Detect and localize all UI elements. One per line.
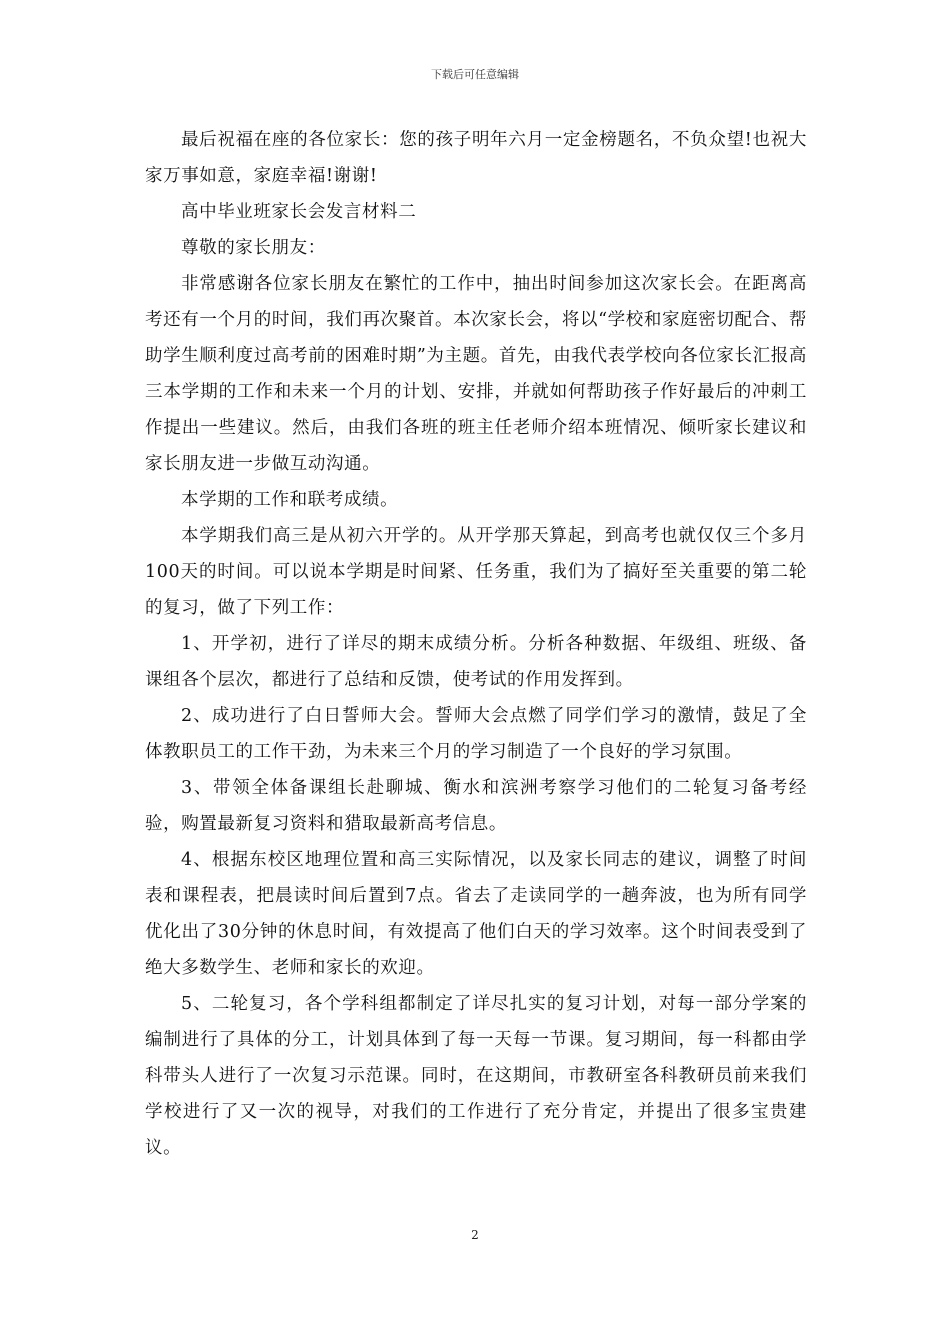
page-number: 2	[471, 1228, 479, 1242]
paragraph-item-4: 4、根据东校区地理位置和高三实际情况，以及家长同志的建议，调整了时间表和课程表，把晨读时间后置到7点。省去了走读同学的一趟奔波，也为所有同学优化出了30分钟的休息时间，有效提高了他们白天的学习效率。这个时间表受到了绝大多数学生、老师和家长的欢迎。	[145, 850, 807, 978]
paragraph-closing-wishes: 最后祝福在座的各位家长：您的孩子明年六月一定金榜题名，不负众望!也祝大家万事如意，家庭幸福!谢谢!	[145, 130, 807, 186]
paragraph-item-3: 3、带领全体备课组长赴聊城、衡水和滨洲考察学习他们的二轮复习备考经验，购置最新复习资料和猎取最新高考信息。	[145, 778, 807, 834]
paragraph-salutation: 尊敬的家长朋友：	[181, 238, 326, 258]
paragraph-item-2: 2、成功进行了白日誓师大会。誓师大会点燃了同学们学习的激情，鼓足了全体教职员工的工作干劲，为未来三个月的学习制造了一个良好的学习氛围。	[145, 706, 807, 762]
document-body	[145, 122, 807, 1166]
paragraph-semester-overview: 本学期我们高三是从初六开学的。从开学那天算起，到高考也就仅仅三个多月100天的时间。可以说本学期是时间紧、任务重，我们为了搞好至关重要的第二轮的复习，做了下列工作：	[145, 526, 807, 618]
paragraph-item-1: 1、开学初，进行了详尽的期末成绩分析。分析各种数据、年级组、班级、备课组各个层次，都进行了总结和反馈，使考试的作用发挥到。	[145, 634, 807, 690]
paragraph-section-title: 高中毕业班家长会发言材料二	[181, 202, 417, 222]
page-header: 下载后可任意编辑	[431, 68, 519, 81]
paragraph-introduction: 非常感谢各位家长朋友在繁忙的工作中，抽出时间参加这次家长会。在距离高考还有一个月的时间，我们再次聚首。本次家长会，将以“学校和家庭密切配合、帮助学生顺利度过高考前的困难时期”为主题。首先，由我代表学校向各位家长汇报高三本学期的工作和未来一个月的计划、安排，并就如何帮助孩子作好最后的冲刺工作提出一些建议。然后，由我们各班的班主任老师介绍本班情况、倾听家长建议和家长朋友进一步做互动沟通。	[145, 274, 807, 474]
paragraph-semester-heading: 本学期的工作和联考成绩。	[181, 490, 399, 510]
paragraph-item-5: 5、二轮复习，各个学科组都制定了详尽扎实的复习计划，对每一部分学案的编制进行了具体的分工，计划具体到了每一天每一节课。复习期间，每一科都由学科带头人进行了一次复习示范课。同时，在这期间，市教研室各科教研员前来我们学校进行了又一次的视导，对我们的工作进行了充分肯定，并提出了很多宝贵建议。	[145, 994, 807, 1158]
